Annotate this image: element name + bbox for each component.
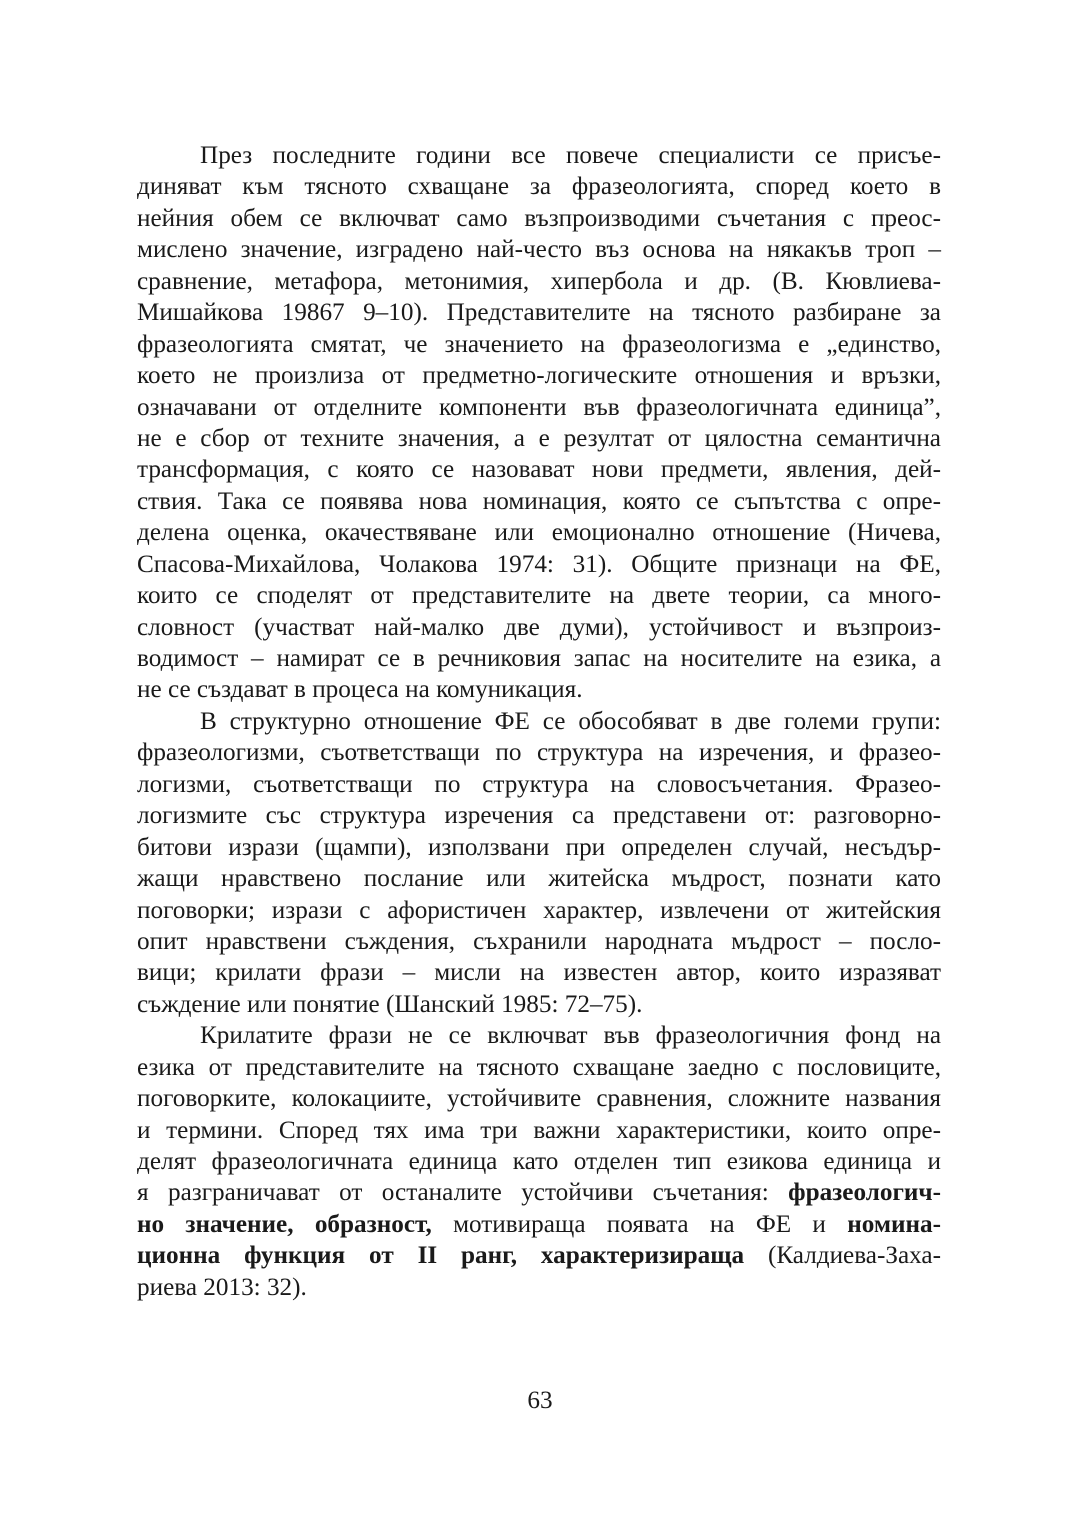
paragraph-1 [137, 140, 941, 706]
text-line: не е сбор от техните значения, а е резултат от цялостна семантична [137, 424, 941, 452]
regular-text: я разграничават от останалите устойчиви съчетания: [137, 1179, 789, 1207]
text-line-mixed [137, 1177, 941, 1208]
text-line: жащи нравствено послание или житейска мъдрост, познати като [137, 865, 941, 893]
text-line: фразеологията смятат, че значението на фразеологизма е „единство, [137, 330, 941, 358]
bold-term: но значение, образност, [137, 1210, 432, 1238]
text-line: риева 2013: 32). [137, 1273, 307, 1301]
paragraph-3 [137, 1020, 941, 1303]
text-line: словност (участват най-малко две думи), устойчивост и възпроиз- [137, 613, 941, 641]
text-line: трансформация, с която се назовават нови предмети, явления, дей- [137, 456, 941, 484]
text-line: сравнение, метафора, метонимия, хипербола и др. (В. Кювлиева- [137, 267, 941, 295]
page-number: 63 [527, 1387, 553, 1414]
bold-term: фразеологич- [788, 1179, 941, 1207]
text-line: делят фразеологичната единица като отделен тип езикова единица и [137, 1148, 941, 1175]
text-line: означавани от отделните компоненти във фразеологичната единица”, [137, 393, 941, 421]
text-line: логизми, съответстващи по структура на словосъчетания. Фразео- [137, 770, 941, 798]
text-line: съждение или понятие (Шанский 1985: 72–75). [137, 990, 643, 1018]
paragraph-2 [137, 706, 941, 1020]
text-line: вици; крилати фрази – мисли на известен автор, които изразяват [137, 959, 941, 987]
text-line: В структурно отношение ФЕ се обособяват в две големи групи: [200, 707, 941, 735]
text-line: поговорки; изрази с афористичен характер, извлечени от житейския [137, 896, 941, 924]
text-line: опит нравствени съждения, съхранили народната мъдрост – посло- [137, 927, 941, 955]
text-line-mixed [137, 1240, 941, 1271]
text-line: делена оценка, окачествяване или емоционално отношение (Ничева, [137, 519, 941, 547]
text-line: Мишайкова 19867 9–10). Представителите на тясното разбиране за [137, 299, 941, 327]
text-line: През последните години все повече специалисти се присъе- [200, 142, 941, 169]
regular-text: (Калдиева-Заха- [744, 1242, 941, 1270]
text-line: Спасова-Михайлова, Чолакова 1974: 31). Общите признаци на ФЕ, [137, 550, 941, 578]
text-line: диняват към тясното схващане за фразеологията, според което в [137, 173, 941, 201]
text-line: което не произлиза от предметно-логическите отношения и връзки, [137, 362, 941, 390]
bold-term: номина- [847, 1210, 941, 1238]
text-line: които се споделят от представителите на двете теории, са много- [137, 582, 941, 610]
text-line: не се създават в процеса на комуникация. [137, 676, 583, 704]
text-line: мислено значение, изградено най-често въз основа на някакъв троп – [137, 236, 941, 264]
text-line: водимост – намират се в речниковия запас на носителите на езика, а [137, 645, 941, 672]
regular-text: мотивираща появата на ФЕ и [431, 1210, 848, 1238]
text-line: Крилатите фрази не се включват във фразеологичния фонд на [200, 1022, 941, 1050]
text-line: фразеологизми, съответстващи по структура на изречения, и фразео- [137, 739, 941, 767]
text-line: поговорките, колокациите, устойчивите сравнения, сложните названия [137, 1085, 941, 1113]
body-text [137, 140, 941, 1303]
text-line: езика от представителите на тясното схващане заедно с пословиците, [137, 1053, 941, 1081]
text-line: ствия. Така се появява нова номинация, която се съпътства с опре- [137, 487, 941, 515]
text-line-mixed [137, 1209, 941, 1240]
text-line: и термини. Според тях има три важни характеристики, които опре- [137, 1116, 941, 1144]
bold-term: ционна функция от II ранг, характеризираща [137, 1242, 745, 1270]
text-line: логизмите със структура изречения са представени от: разговорно- [137, 802, 941, 830]
text-line: нейния обем се включват само възпроизводими съчетания с преос- [137, 204, 941, 232]
text-line: битови изрази (щампи), използвани при определен случай, несъдър- [137, 833, 941, 861]
